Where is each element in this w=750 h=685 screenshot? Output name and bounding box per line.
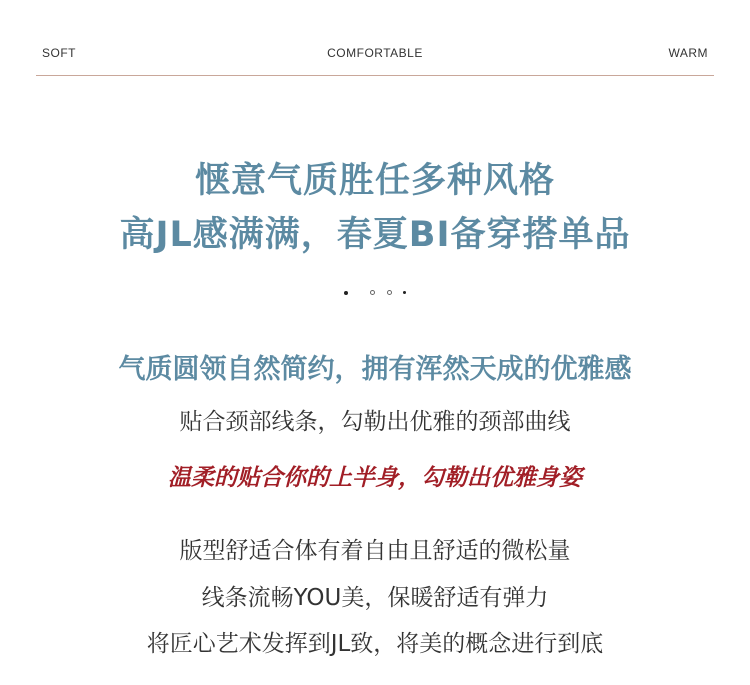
headline-line-2: 高JL感满满，春夏BI备穿搭单品 — [119, 215, 631, 255]
decorative-dots — [0, 282, 750, 290]
tagline-soft: SOFT — [42, 46, 76, 60]
subheading: 气质圆领自然简约，拥有浑然天成的优雅感 — [118, 354, 632, 385]
dot-small-icon — [403, 291, 406, 294]
accent-line: 温柔的贴合你的上半身，勾勒出优雅身姿 — [168, 465, 582, 491]
tagline-comfortable: COMFORTABLE — [327, 46, 423, 60]
header-divider — [36, 75, 714, 76]
dot-open-icon — [387, 290, 392, 295]
text-line: 版型舒适合体有着自由且舒适的微松量 — [179, 538, 571, 564]
top-tagline-bar — [36, 36, 714, 76]
text-line: 线条流畅YOU美，保暖舒适有弹力 — [201, 585, 549, 611]
text-line: 贴合颈部线条，勾勒出优雅的颈部曲线 — [179, 409, 571, 435]
headline-line-1: 惬意气质胜任多种风格 — [194, 161, 555, 201]
dot-filled-icon — [344, 291, 348, 295]
tagline-warm: WARM — [668, 46, 708, 60]
dot-open-icon — [370, 290, 375, 295]
text-line: 将匠心艺术发挥到JL致，将美的概念进行到底 — [146, 631, 604, 657]
